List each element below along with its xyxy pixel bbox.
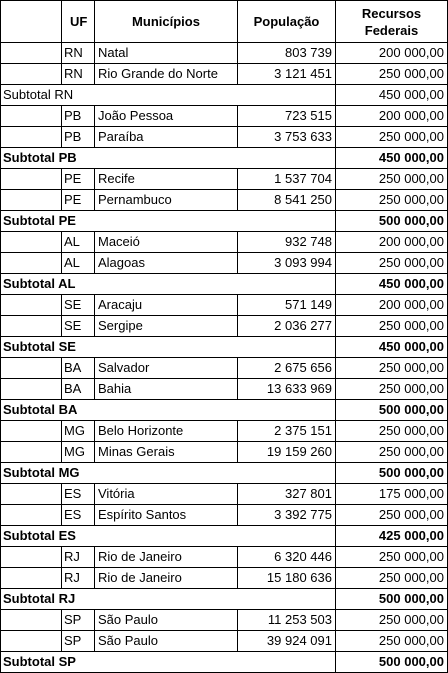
blank-cell	[1, 169, 62, 190]
subtotal-row	[1, 148, 448, 169]
table-row	[1, 316, 448, 337]
recursos-cell: 250 000,00	[336, 64, 448, 85]
subtotal-row	[1, 463, 448, 484]
recursos-cell: 200 000,00	[336, 295, 448, 316]
municipio-cell: Natal	[95, 43, 238, 64]
blank-cell	[1, 610, 62, 631]
table-row	[1, 442, 448, 463]
populacao-cell: 3 392 775	[238, 505, 336, 526]
subtotal-label: Subtotal PE	[1, 211, 336, 232]
recursos-cell: 250 000,00	[336, 505, 448, 526]
subtotal-row	[1, 589, 448, 610]
recursos-cell: 250 000,00	[336, 379, 448, 400]
populacao-cell: 8 541 250	[238, 190, 336, 211]
subtotal-label: Subtotal SP	[1, 652, 336, 673]
populacao-cell: 2 036 277	[238, 316, 336, 337]
recursos-cell: 250 000,00	[336, 190, 448, 211]
blank-cell	[1, 379, 62, 400]
table-row	[1, 190, 448, 211]
municipio-cell: Minas Gerais	[95, 442, 238, 463]
uf-cell: BA	[62, 358, 95, 379]
table-row	[1, 64, 448, 85]
uf-cell: PB	[62, 106, 95, 127]
table-row	[1, 505, 448, 526]
header-recursos: Recursos Federais	[336, 1, 448, 43]
uf-cell: SE	[62, 316, 95, 337]
municipio-cell: Maceió	[95, 232, 238, 253]
table-row	[1, 547, 448, 568]
populacao-cell: 3 753 633	[238, 127, 336, 148]
uf-cell: BA	[62, 379, 95, 400]
subtotal-label: Subtotal RJ	[1, 589, 336, 610]
populacao-cell: 15 180 636	[238, 568, 336, 589]
uf-cell: SE	[62, 295, 95, 316]
subtotal-value: 500 000,00	[336, 652, 448, 673]
recursos-cell: 250 000,00	[336, 442, 448, 463]
populacao-cell: 932 748	[238, 232, 336, 253]
populacao-cell: 13 633 969	[238, 379, 336, 400]
populacao-cell: 327 801	[238, 484, 336, 505]
subtotal-value: 425 000,00	[336, 526, 448, 547]
municipio-cell: Bahia	[95, 379, 238, 400]
table-row	[1, 379, 448, 400]
municipio-cell: Paraíba	[95, 127, 238, 148]
recursos-cell: 250 000,00	[336, 631, 448, 652]
subtotal-label: Subtotal ES	[1, 526, 336, 547]
table-row	[1, 484, 448, 505]
header-row	[1, 1, 448, 43]
uf-cell: RN	[62, 64, 95, 85]
municipio-cell: Rio de Janeiro	[95, 568, 238, 589]
subtotal-row	[1, 526, 448, 547]
subtotal-value: 450 000,00	[336, 274, 448, 295]
subtotal-row	[1, 211, 448, 232]
blank-cell	[1, 253, 62, 274]
table-row	[1, 43, 448, 64]
populacao-cell: 803 739	[238, 43, 336, 64]
table-row	[1, 295, 448, 316]
populacao-cell: 2 375 151	[238, 421, 336, 442]
blank-cell	[1, 358, 62, 379]
municipio-cell: Pernambuco	[95, 190, 238, 211]
blank-cell	[1, 547, 62, 568]
subtotal-value: 500 000,00	[336, 463, 448, 484]
populacao-cell: 3 121 451	[238, 64, 336, 85]
subtotal-row	[1, 652, 448, 673]
uf-cell: RJ	[62, 568, 95, 589]
recursos-cell: 250 000,00	[336, 127, 448, 148]
blank-cell	[1, 421, 62, 442]
municipio-cell: João Pessoa	[95, 106, 238, 127]
uf-cell: ES	[62, 484, 95, 505]
subtotal-label: Subtotal RN	[1, 85, 336, 106]
blank-cell	[1, 295, 62, 316]
uf-cell: AL	[62, 232, 95, 253]
subtotal-row	[1, 337, 448, 358]
uf-cell: AL	[62, 253, 95, 274]
table-row	[1, 610, 448, 631]
blank-cell	[1, 106, 62, 127]
header-uf: UF	[62, 1, 95, 43]
subtotal-row	[1, 85, 448, 106]
uf-cell: PE	[62, 169, 95, 190]
subtotal-label: Subtotal PB	[1, 148, 336, 169]
uf-cell: PB	[62, 127, 95, 148]
populacao-cell: 39 924 091	[238, 631, 336, 652]
uf-cell: MG	[62, 421, 95, 442]
populacao-cell: 1 537 704	[238, 169, 336, 190]
municipio-cell: Alagoas	[95, 253, 238, 274]
table-row	[1, 169, 448, 190]
populacao-cell: 6 320 446	[238, 547, 336, 568]
blank-cell	[1, 568, 62, 589]
municipio-cell: Sergipe	[95, 316, 238, 337]
blank-cell	[1, 127, 62, 148]
subtotal-value: 500 000,00	[336, 211, 448, 232]
subtotal-label: Subtotal AL	[1, 274, 336, 295]
blank-cell	[1, 64, 62, 85]
blank-cell	[1, 484, 62, 505]
populacao-cell: 11 253 503	[238, 610, 336, 631]
table-row	[1, 232, 448, 253]
blank-cell	[1, 316, 62, 337]
populacao-cell: 19 159 260	[238, 442, 336, 463]
municipio-cell: Salvador	[95, 358, 238, 379]
subtotal-value: 500 000,00	[336, 400, 448, 421]
table-row	[1, 106, 448, 127]
subtotal-row	[1, 400, 448, 421]
subtotal-label: Subtotal BA	[1, 400, 336, 421]
municipio-cell: Recife	[95, 169, 238, 190]
recursos-cell: 250 000,00	[336, 169, 448, 190]
blank-cell	[1, 232, 62, 253]
uf-cell: SP	[62, 631, 95, 652]
municipio-cell: Belo Horizonte	[95, 421, 238, 442]
table-row	[1, 631, 448, 652]
recursos-cell: 250 000,00	[336, 547, 448, 568]
recursos-cell: 250 000,00	[336, 316, 448, 337]
recursos-cell: 250 000,00	[336, 421, 448, 442]
subtotal-row	[1, 274, 448, 295]
table-row	[1, 253, 448, 274]
table-row	[1, 127, 448, 148]
recursos-cell: 175 000,00	[336, 484, 448, 505]
blank-cell	[1, 190, 62, 211]
municipio-cell: Aracaju	[95, 295, 238, 316]
municipio-cell: São Paulo	[95, 610, 238, 631]
subtotal-value: 450 000,00	[336, 85, 448, 106]
subtotal-label: Subtotal MG	[1, 463, 336, 484]
recursos-cell: 200 000,00	[336, 43, 448, 64]
table-row	[1, 421, 448, 442]
subtotal-label: Subtotal SE	[1, 337, 336, 358]
header-blank-cell	[1, 1, 62, 43]
header-municipios: Municípios	[95, 1, 238, 43]
populacao-cell: 571 149	[238, 295, 336, 316]
subtotal-value: 450 000,00	[336, 148, 448, 169]
populacao-cell: 723 515	[238, 106, 336, 127]
blank-cell	[1, 442, 62, 463]
uf-cell: RJ	[62, 547, 95, 568]
municipio-cell: Espírito Santos	[95, 505, 238, 526]
municipio-cell: Vitória	[95, 484, 238, 505]
uf-cell: SP	[62, 610, 95, 631]
populacao-cell: 2 675 656	[238, 358, 336, 379]
subtotal-value: 500 000,00	[336, 589, 448, 610]
municipio-cell: Rio de Janeiro	[95, 547, 238, 568]
blank-cell	[1, 505, 62, 526]
municipio-cell: São Paulo	[95, 631, 238, 652]
table-row	[1, 358, 448, 379]
uf-cell: ES	[62, 505, 95, 526]
table-body	[1, 43, 448, 673]
blank-cell	[1, 43, 62, 64]
recursos-cell: 250 000,00	[336, 253, 448, 274]
uf-cell: RN	[62, 43, 95, 64]
recursos-cell: 250 000,00	[336, 568, 448, 589]
subtotal-value: 450 000,00	[336, 337, 448, 358]
recursos-cell: 250 000,00	[336, 358, 448, 379]
header-populacao: População	[238, 1, 336, 43]
municipio-cell: Rio Grande do Norte	[95, 64, 238, 85]
recursos-cell: 200 000,00	[336, 232, 448, 253]
recursos-cell: 200 000,00	[336, 106, 448, 127]
recursos-cell: 250 000,00	[336, 610, 448, 631]
blank-cell	[1, 631, 62, 652]
uf-cell: MG	[62, 442, 95, 463]
table-row	[1, 568, 448, 589]
populacao-cell: 3 093 994	[238, 253, 336, 274]
uf-cell: PE	[62, 190, 95, 211]
